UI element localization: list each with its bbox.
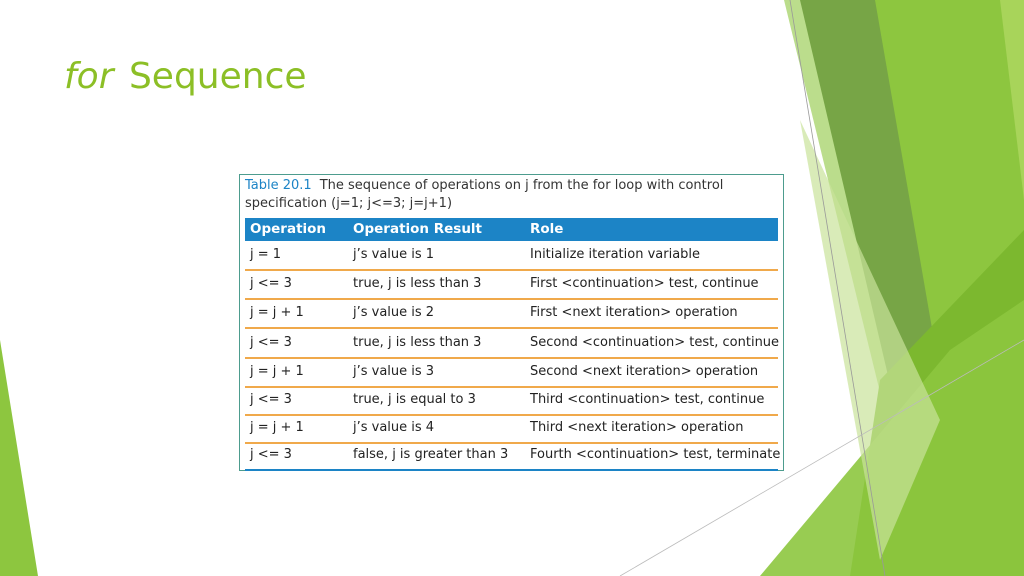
cell-role: Initialize iteration variable xyxy=(530,247,701,262)
cell-result: j’s value is 4 xyxy=(353,420,435,435)
slide-title xyxy=(64,56,307,97)
table-figure xyxy=(239,174,784,471)
table-row xyxy=(245,443,781,471)
table-row xyxy=(245,243,778,271)
table-label: Table 20.1 xyxy=(245,178,312,193)
cell-role: First <continuation> test, continue xyxy=(530,276,759,291)
cell-role: Third <continuation> test, continue xyxy=(530,392,765,407)
cell-result: true, j is less than 3 xyxy=(353,335,482,350)
cell-result: true, j is equal to 3 xyxy=(353,392,476,407)
cell-result: j’s value is 3 xyxy=(353,364,435,379)
table-header-row xyxy=(245,218,778,241)
cell-role: First <next iteration> operation xyxy=(530,305,738,320)
cell-operation: j = j + 1 xyxy=(250,364,304,379)
cell-result: j’s value is 1 xyxy=(353,247,435,262)
table-caption-text: The sequence of operations on j from the for loop with control specification (j=1; j<=3; j=j+1) xyxy=(245,178,724,211)
table-row xyxy=(245,331,778,359)
table-caption xyxy=(245,177,775,213)
cell-result: true, j is less than 3 xyxy=(353,276,482,291)
header-operation: Operation xyxy=(250,221,327,237)
cell-role: Second <next iteration> operation xyxy=(530,364,759,379)
table-row xyxy=(245,272,778,300)
cell-operation: j = j + 1 xyxy=(250,305,304,320)
cell-role: Third <next iteration> operation xyxy=(530,420,744,435)
header-operation-result: Operation Result xyxy=(353,221,483,237)
header-role: Role xyxy=(530,221,564,237)
table-row xyxy=(245,388,778,416)
cell-operation: j = j + 1 xyxy=(250,420,304,435)
cell-result: j’s value is 2 xyxy=(353,305,435,320)
title-keyword: for xyxy=(64,56,114,97)
cell-operation: j <= 3 xyxy=(250,335,292,350)
table-row xyxy=(245,416,778,444)
cell-result: false, j is greater than 3 xyxy=(353,447,509,462)
cell-operation: j <= 3 xyxy=(250,276,292,291)
cell-operation: j <= 3 xyxy=(250,447,292,462)
table-row xyxy=(245,360,778,388)
cell-role: Fourth <continuation> test, terminate xyxy=(530,447,781,462)
table-row xyxy=(245,301,778,329)
cell-operation: j = 1 xyxy=(250,247,282,262)
cell-role: Second <continuation> test, continue xyxy=(530,335,780,350)
title-text: Sequence xyxy=(128,56,307,97)
cell-operation: j <= 3 xyxy=(250,392,292,407)
